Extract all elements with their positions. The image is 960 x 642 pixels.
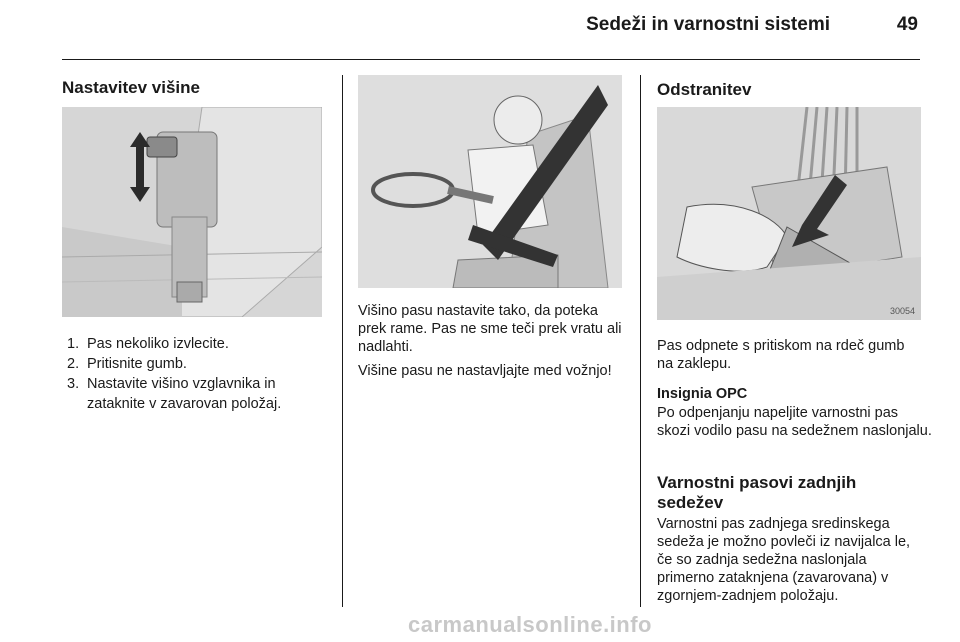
section-heading-removal: Odstranitev	[657, 80, 752, 99]
list-item: 2. Pritisnite gumb.	[67, 356, 187, 372]
list-item: 3. Nastavite višino vzglavnika in zataknite v zavarovan položaj.	[67, 376, 282, 412]
header-rule	[62, 59, 920, 60]
column-divider-right	[640, 75, 641, 607]
figure-buckle-release	[657, 107, 921, 320]
paragraph-rear-belts: Varnostni pas zadnjega sredinskega sedeža je možno povleči iz navijalca le, če so zadnja sedežna naslonjala primerno zataknjena (zavarovana) v zgornjem-zadnjem položaju.	[657, 516, 911, 604]
page-number: 49	[896, 14, 918, 35]
section-heading-rear-belts: Varnostni pasovi zadnjih sedežev	[657, 473, 857, 512]
section-heading-height-adjust: Nastavitev višine	[62, 78, 200, 97]
figure-belt-height-adjuster	[62, 107, 322, 317]
paragraph-belt-height: Višino pasu nastavite tako, da poteka prek rame. Pas ne sme teči prek vratu ali nadlahti.	[358, 303, 622, 355]
steps-list	[67, 334, 327, 414]
paragraph-release: Pas odpnete s pritiskom na rdeč gumb na zaklepu.	[657, 338, 905, 372]
page-header-title: Sedeži in varnostni sistemi	[586, 14, 830, 35]
column-divider-left	[342, 75, 343, 607]
subheading-insignia-opc: Insignia OPC	[657, 386, 748, 402]
paragraph-opc: Po odpenjanju napeljite varnostni pas skozi vodilo pasu na sedežnem naslonjalu.	[657, 405, 932, 439]
list-item: 1. Pas nekoliko izvlecite.	[67, 336, 229, 352]
watermark: carmanualsonline.info	[408, 612, 652, 637]
figure-code: 30054	[889, 306, 915, 316]
figure-driver-belt-routing	[358, 75, 622, 288]
paragraph-warning: Višine pasu ne nastavljajte med vožnjo!	[358, 363, 612, 379]
